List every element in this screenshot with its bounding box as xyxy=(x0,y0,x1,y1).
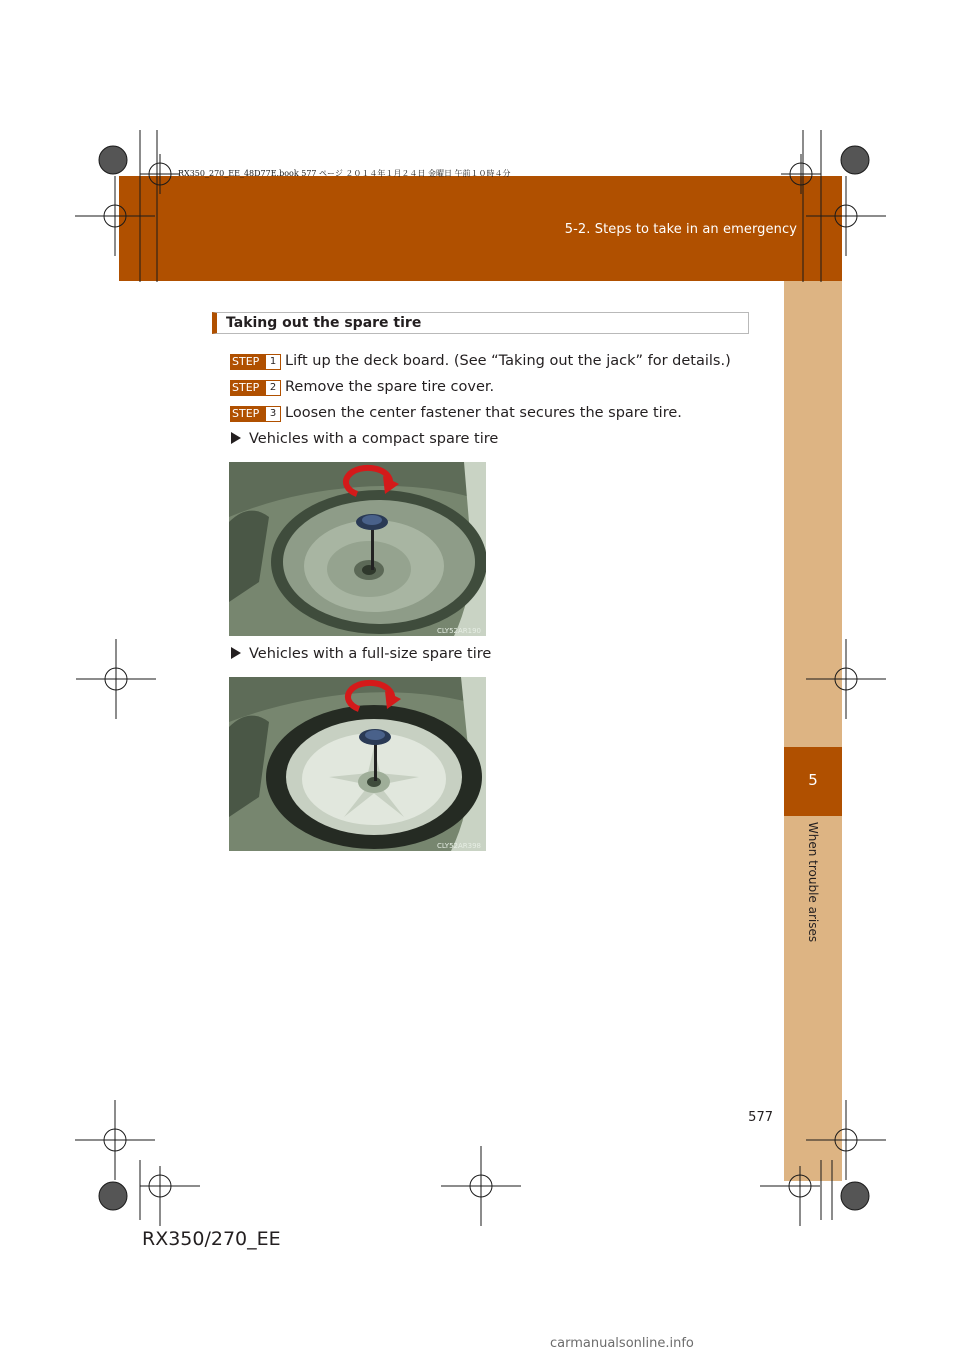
step-number: 2 xyxy=(266,381,280,395)
step-text: Loosen the center fastener that secures the spare tire. xyxy=(285,405,682,421)
model-code: RX350/270_EE xyxy=(142,1228,281,1250)
chapter-title: When trouble arises xyxy=(806,821,820,943)
step-badge: STEP 2 xyxy=(230,380,281,396)
watermark-text: carmanualsonline.info xyxy=(550,1336,694,1351)
step-number: 1 xyxy=(266,355,280,369)
page-number: 577 xyxy=(748,1110,773,1125)
figure-code: CLY52AR190 xyxy=(436,627,481,635)
variant-label: Vehicles with a full-size spare tire xyxy=(231,646,491,662)
step-number: 3 xyxy=(266,407,280,421)
section-title: 5-2. Steps to take in an emergency xyxy=(564,222,797,237)
step-badge: STEP 3 xyxy=(230,406,281,422)
step-text: Lift up the deck board. (See “Taking out the jack” for details.) xyxy=(285,353,731,369)
section-heading: Taking out the spare tire xyxy=(226,315,422,331)
figure-code: CLY52AR398 xyxy=(436,842,481,850)
variant-label: Vehicles with a compact spare tire xyxy=(231,431,498,447)
step-text: Remove the spare tire cover. xyxy=(285,379,495,395)
step-badge: STEP 1 xyxy=(230,354,281,370)
print-stamp: RX350_270_EE_48D77E.book 577 ページ ２０１４年１月２４日 金曜日 午前１０時４分 xyxy=(178,169,511,178)
chapter-number: 5 xyxy=(808,771,818,789)
